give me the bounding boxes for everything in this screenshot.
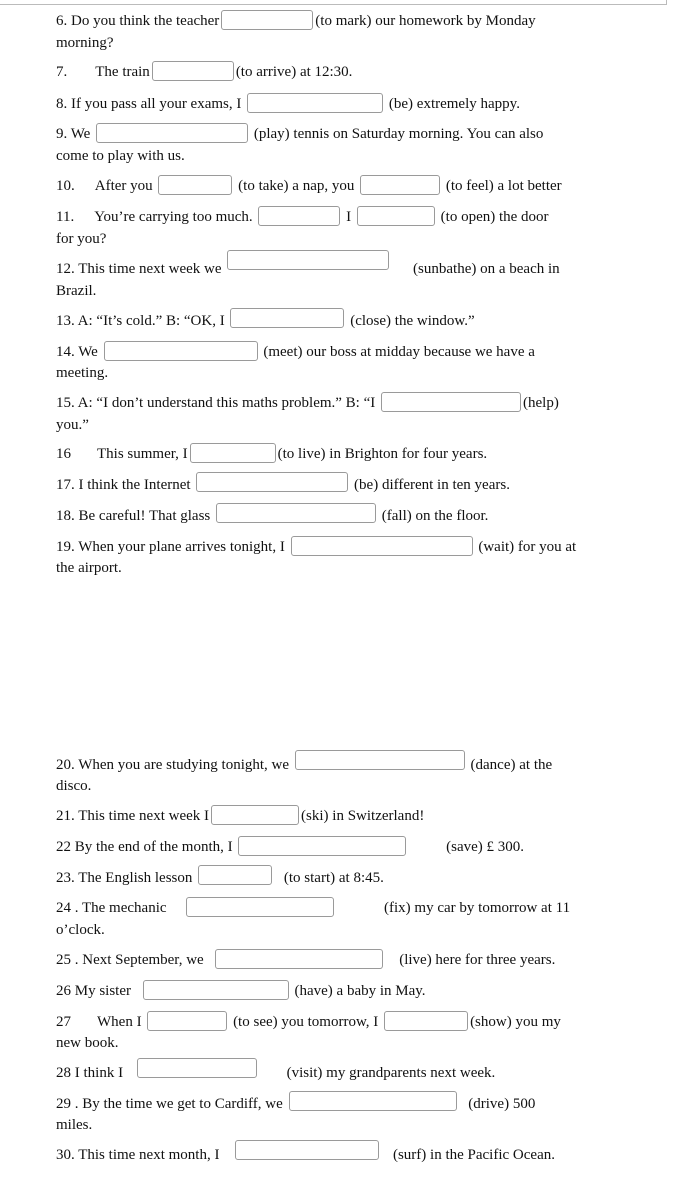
question-14-line2: meeting. bbox=[56, 365, 109, 381]
question-15-line2: you.” bbox=[56, 417, 89, 433]
answer-box-15[interactable] bbox=[381, 392, 521, 412]
answer-box-11b[interactable] bbox=[357, 206, 435, 226]
question-12-line2: Brazil. bbox=[56, 283, 97, 299]
answer-box-25[interactable] bbox=[215, 949, 383, 969]
question-24-line2: o’clock. bbox=[56, 922, 105, 938]
question-23: 23. The English lesson (to start) at 8:45. bbox=[56, 868, 384, 889]
answer-box-10b[interactable] bbox=[360, 175, 440, 195]
answer-box-23[interactable] bbox=[198, 865, 272, 885]
question-20-line2: disco. bbox=[56, 778, 92, 794]
page-top-border bbox=[0, 0, 667, 5]
answer-box-26[interactable] bbox=[143, 980, 289, 1000]
question-8: 8. If you pass all your exams, I (be) extremely happy. bbox=[56, 94, 520, 115]
question-13: 13. A: “It’s cold.” B: “OK, I (close) the window.” bbox=[56, 311, 475, 332]
answer-box-20[interactable] bbox=[295, 750, 465, 770]
question-6-line2: morning? bbox=[56, 35, 114, 51]
answer-box-17[interactable] bbox=[196, 472, 348, 492]
question-27: 27 When I (to see) you tomorrow, I (show) you my bbox=[56, 1012, 561, 1033]
answer-box-22[interactable] bbox=[238, 836, 406, 856]
answer-box-21[interactable] bbox=[211, 805, 299, 825]
answer-box-16[interactable] bbox=[190, 443, 276, 463]
question-18: 18. Be careful! That glass (fall) on the floor. bbox=[56, 506, 488, 527]
question-19-line2: the airport. bbox=[56, 560, 122, 576]
question-14: 14. We (meet) our boss at midday because we have a bbox=[56, 342, 535, 363]
answer-box-18[interactable] bbox=[216, 503, 376, 523]
answer-box-28[interactable] bbox=[137, 1058, 257, 1078]
answer-box-9[interactable] bbox=[96, 123, 248, 143]
question-24: 24 . The mechanic (fix) my car by tomorrow at 11 bbox=[56, 898, 570, 919]
question-29: 29 . By the time we get to Cardiff, we (drive) 500 bbox=[56, 1094, 535, 1115]
answer-box-11a[interactable] bbox=[258, 206, 340, 226]
question-7: 7. The train (to arrive) at 12:30. bbox=[56, 62, 352, 83]
question-29-line2: miles. bbox=[56, 1117, 93, 1133]
answer-box-6[interactable] bbox=[221, 10, 313, 30]
question-11-line2: for you? bbox=[56, 231, 107, 247]
question-10: 10. After you (to take) a nap, you (to feel) a lot better bbox=[56, 176, 562, 197]
question-6: 6. Do you think the teacher (to mark) our homework by Monday bbox=[56, 11, 536, 32]
answer-box-30[interactable] bbox=[235, 1140, 379, 1160]
question-19: 19. When your plane arrives tonight, I (wait) for you at bbox=[56, 537, 576, 558]
question-28: 28 I think I (visit) my grandparents next week. bbox=[56, 1063, 495, 1084]
question-16: 16 This summer, I (to live) in Brighton for four years. bbox=[56, 444, 487, 465]
question-11: 11. You’re carrying too much. I (to open) the door bbox=[56, 207, 549, 228]
question-12: 12. This time next week we (sunbathe) on a beach in bbox=[56, 259, 560, 280]
answer-box-29[interactable] bbox=[289, 1091, 457, 1111]
question-20: 20. When you are studying tonight, we (dance) at the bbox=[56, 755, 552, 776]
answer-box-19[interactable] bbox=[291, 536, 473, 556]
answer-box-12[interactable] bbox=[227, 250, 389, 270]
answer-box-13[interactable] bbox=[230, 308, 344, 328]
answer-box-27b[interactable] bbox=[384, 1011, 468, 1031]
question-17: 17. I think the Internet (be) different in ten years. bbox=[56, 475, 510, 496]
answer-box-10a[interactable] bbox=[158, 175, 232, 195]
answer-box-14[interactable] bbox=[104, 341, 258, 361]
answer-box-7[interactable] bbox=[152, 61, 234, 81]
answer-box-24[interactable] bbox=[186, 897, 334, 917]
question-9: 9. We (play) tennis on Saturday morning. You can also bbox=[56, 124, 543, 145]
question-25: 25 . Next September, we (live) here for three years. bbox=[56, 950, 555, 971]
question-30: 30. This time next month, I (surf) in the Pacific Ocean. bbox=[56, 1145, 555, 1166]
question-22: 22 By the end of the month, I (save) £ 300. bbox=[56, 837, 524, 858]
question-27-line2: new book. bbox=[56, 1035, 119, 1051]
answer-box-27a[interactable] bbox=[147, 1011, 227, 1031]
question-9-line2: come to play with us. bbox=[56, 148, 185, 164]
answer-box-8[interactable] bbox=[247, 93, 383, 113]
question-15: 15. A: “I don’t understand this maths problem.” B: “I (help) bbox=[56, 393, 559, 414]
question-26: 26 My sister (have) a baby in May. bbox=[56, 981, 426, 1002]
question-21: 21. This time next week I (ski) in Switzerland! bbox=[56, 806, 424, 827]
